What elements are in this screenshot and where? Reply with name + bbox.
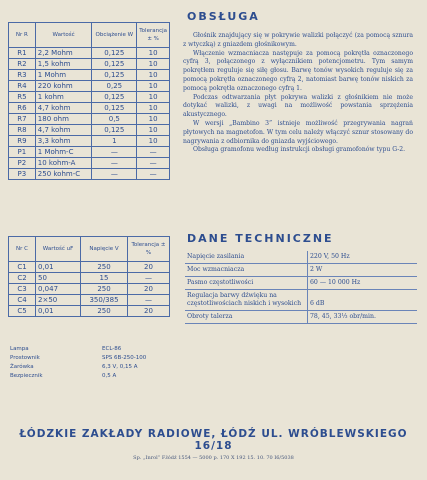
table-cell: 10: [137, 81, 170, 92]
table-cell: 20: [128, 262, 170, 273]
spec-value: 6 dB: [308, 290, 418, 311]
table-cell: R8: [9, 125, 36, 136]
spec-label: Regulacja barwy dźwięku na częstotliwościach niskich i wysokich: [185, 290, 308, 311]
table-cell: C3: [9, 284, 36, 295]
table-cell: 10: [137, 114, 170, 125]
usage-heading: OBSŁUGA: [187, 10, 260, 23]
capacitor-row: [9, 295, 170, 306]
spec-label: Napięcie zasilania: [185, 251, 308, 264]
table-cell: 10: [137, 92, 170, 103]
spec-row: [185, 290, 417, 311]
resistor-table-header: [9, 23, 170, 48]
header-cell: Tolerancja ± %: [128, 237, 170, 262]
resistor-row: [9, 103, 170, 114]
table-cell: 0,125: [92, 103, 137, 114]
table-cell: 0,01: [36, 262, 81, 273]
part-row: [10, 345, 170, 354]
specs-heading: DANE TECHNICZNE: [187, 232, 334, 245]
table-cell: P1: [9, 147, 36, 158]
table-cell: 250: [81, 262, 128, 273]
table-cell: 10: [137, 103, 170, 114]
table-cell: 0,125: [92, 70, 137, 81]
usage-text: [183, 32, 413, 155]
print-line: Sp. „Inrol” F.łódź 1554 — 5000 p. 170 X 192 15. 10. 70 I6/5038: [133, 455, 294, 461]
part-value: SPS 6B-250-100: [102, 355, 147, 361]
capacitor-row: [9, 306, 170, 317]
header-cell: Wartość: [35, 23, 92, 48]
resistor-row: [9, 147, 170, 158]
resistor-row: [9, 81, 170, 92]
header-cell: Wartość uF: [36, 237, 81, 262]
table-cell: 180 ohm: [35, 114, 92, 125]
table-cell: 4,7 kohm: [35, 103, 92, 114]
table-cell: —: [137, 147, 170, 158]
usage-paragraph: Obsługa gramofonu według instrukcji obsługi gramofonów typu G-2.: [193, 146, 406, 154]
resistor-row: [9, 169, 170, 180]
spec-label: Pasmo częstotliwości: [185, 277, 308, 290]
table-cell: R5: [9, 92, 36, 103]
table-cell: 1 Mohm-C: [35, 147, 92, 158]
specs-table: [185, 251, 417, 324]
table-cell: 1: [92, 136, 137, 147]
table-cell: 50: [36, 273, 81, 284]
table-cell: 10: [137, 59, 170, 70]
table-cell: R9: [9, 136, 36, 147]
table-cell: —: [92, 147, 137, 158]
spec-value: 78, 45, 33⅓ obr/min.: [308, 311, 418, 324]
spec-row: [185, 251, 417, 264]
table-cell: R1: [9, 48, 36, 59]
table-cell: 0,125: [92, 92, 137, 103]
table-cell: 15: [81, 273, 128, 284]
capacitor-table-header: [9, 237, 170, 262]
table-cell: 10: [137, 70, 170, 81]
spec-row: [185, 277, 417, 290]
part-name: Bezpiecznik: [10, 373, 43, 379]
spec-value: 220 V, 50 Hz: [308, 251, 418, 264]
table-cell: 20: [128, 306, 170, 317]
table-cell: —: [128, 295, 170, 306]
spec-value: 60 — 10 000 Hz: [308, 277, 418, 290]
table-cell: R6: [9, 103, 36, 114]
table-cell: 250 kohm-C: [35, 169, 92, 180]
table-cell: 220 kohm: [35, 81, 92, 92]
table-cell: 0,125: [92, 125, 137, 136]
usage-paragraph: Głośnik znajdujący się w pokrywie walizki połączyć (za pomocą sznura z wtyczką) z gniazdem głośnikowym.: [183, 32, 413, 48]
resistor-row: [9, 136, 170, 147]
capacitor-row: [9, 273, 170, 284]
spec-value: 2 W: [308, 264, 418, 277]
capacitor-row: [9, 262, 170, 273]
usage-paragraph: W wersji „Bambino 3” istnieje możliwość przegrywania nagrań płytowych na magnetofon. W tym celu należy włączyć sznur stosowany do nagrywania z odbiornika do gniazda wyjściowego.: [183, 119, 413, 145]
table-cell: 2,2 Mohm: [35, 48, 92, 59]
header-cell: Obciążenie W: [92, 23, 137, 48]
table-cell: 10: [137, 48, 170, 59]
table-cell: 4,7 kohm: [35, 125, 92, 136]
part-value: ECL-86: [102, 346, 122, 352]
manufacturer-footer: ŁÓDZKIE ZAKŁADY RADIOWE, ŁÓDŹ UL. WRÓBLEWSKIEGO 16/18: [19, 428, 408, 452]
table-cell: 0,125: [92, 48, 137, 59]
header-cell: Tolerancja ± %: [137, 23, 170, 48]
table-cell: R7: [9, 114, 36, 125]
spec-label: Moc wzmacniacza: [185, 264, 308, 277]
table-cell: 10 kohm-A: [35, 158, 92, 169]
table-cell: C1: [9, 262, 36, 273]
table-cell: 1,5 kohm: [35, 59, 92, 70]
table-cell: R3: [9, 70, 36, 81]
part-value: 6,3 V, 0,15 A: [102, 364, 138, 370]
table-cell: 3,3 kohm: [35, 136, 92, 147]
table-cell: —: [92, 169, 137, 180]
header-cell: Nr R: [9, 23, 36, 48]
part-row: [10, 372, 170, 381]
resistor-row: [9, 59, 170, 70]
resistor-row: [9, 70, 170, 81]
spec-row: [185, 264, 417, 277]
header-cell: Nr C: [9, 237, 36, 262]
part-row: [10, 354, 170, 363]
table-cell: 10: [137, 136, 170, 147]
table-cell: 0,125: [92, 59, 137, 70]
capacitor-row: [9, 284, 170, 295]
table-cell: R4: [9, 81, 36, 92]
table-cell: 1 Mohm: [35, 70, 92, 81]
table-cell: C5: [9, 306, 36, 317]
part-row: [10, 363, 170, 372]
table-cell: 2×50: [36, 295, 81, 306]
resistor-row: [9, 92, 170, 103]
spec-row: [185, 311, 417, 324]
table-cell: 0,25: [92, 81, 137, 92]
part-name: Prostownik: [10, 355, 40, 361]
part-name: Lampa: [10, 346, 29, 352]
table-cell: C4: [9, 295, 36, 306]
header-cell: Napięcie V: [81, 237, 128, 262]
parts-list: [10, 345, 170, 381]
resistor-row: [9, 48, 170, 59]
table-cell: 20: [128, 284, 170, 295]
table-cell: P3: [9, 169, 36, 180]
table-cell: 10: [137, 125, 170, 136]
resistor-row: [9, 158, 170, 169]
spec-label: Obroty talerza: [185, 311, 308, 324]
table-cell: —: [137, 169, 170, 180]
table-cell: —: [128, 273, 170, 284]
table-cell: 350/385: [81, 295, 128, 306]
resistor-table: [8, 22, 170, 180]
table-cell: P2: [9, 158, 36, 169]
usage-paragraph: Włączenie wzmacniacza następuje za pomocą pokrętła oznaczonego cyfrą 3, połączonego z wyłącznikiem potencjometru. Tym samym pokrętłem reguluje się siłę głosu. Barwę tonów wysokich reguluje się za pomocą pokrętła oznaczonego cyfrą 2, natomiast barwę tonów niskich za pomocą pokrętła oznaczonego cyfrą 1.: [183, 49, 413, 92]
table-cell: 0,5: [92, 114, 137, 125]
resistor-row: [9, 114, 170, 125]
table-cell: R2: [9, 59, 36, 70]
part-name: Żarówka: [10, 364, 34, 370]
capacitor-table: [8, 236, 170, 317]
table-cell: 250: [81, 306, 128, 317]
table-cell: —: [137, 158, 170, 169]
resistor-row: [9, 125, 170, 136]
table-cell: 0,01: [36, 306, 81, 317]
table-cell: 250: [81, 284, 128, 295]
table-cell: 1 kohm: [35, 92, 92, 103]
table-cell: 0,047: [36, 284, 81, 295]
table-cell: —: [92, 158, 137, 169]
part-value: 0,5 A: [102, 373, 117, 379]
table-cell: C2: [9, 273, 36, 284]
usage-paragraph: Podczas odtwarzania płyt pokrywa walizki z głośnikiem nie może dotykać walizki, z uwagi na możliwość powstania sprzężenia akustycznego.: [183, 93, 413, 119]
